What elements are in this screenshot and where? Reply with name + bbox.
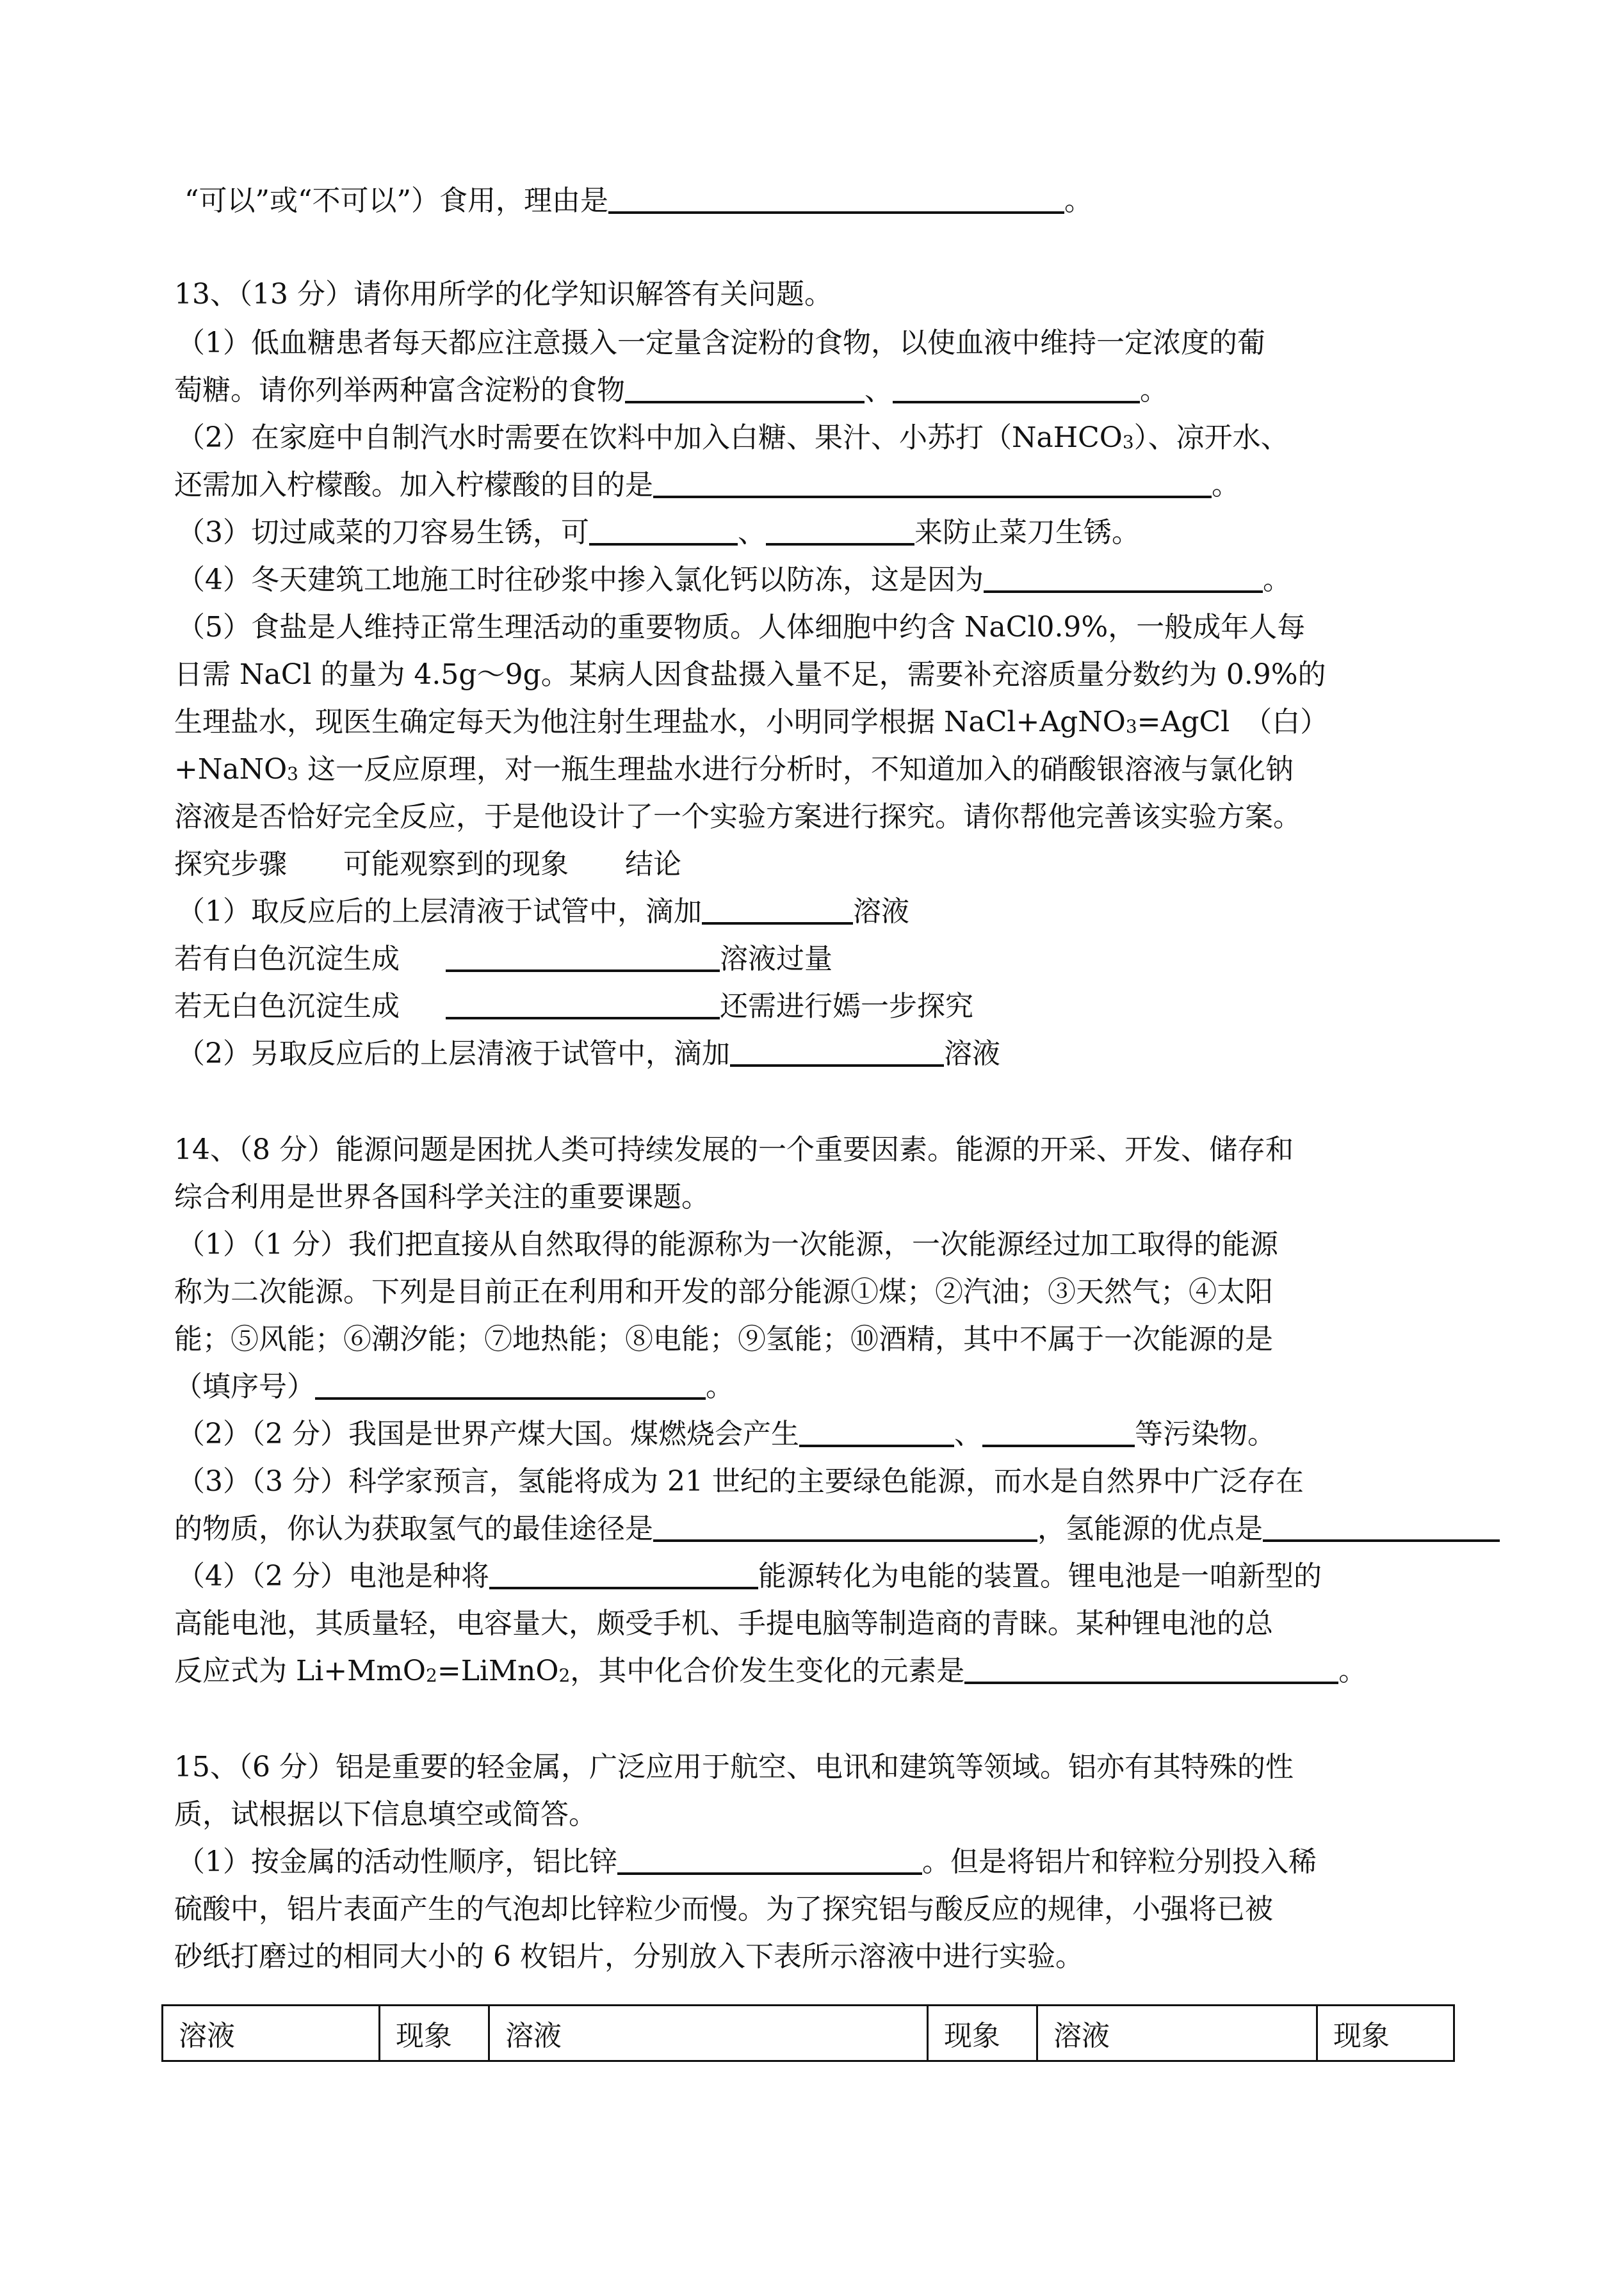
table-header-cell: 现象 bbox=[380, 2006, 489, 2061]
q13-p1-line2: 萄糖。请你列举两种富含淀粉的食物 、 。 bbox=[174, 374, 1168, 407]
q15-p1-line3: 砂纸打磨过的相同大小的 6 枚铝片，分别放入下表所示溶液中进行实验。 bbox=[174, 1940, 1084, 1973]
answer-blank[interactable] bbox=[608, 183, 1064, 214]
q13-p3: （3）切过咸菜的刀容易生锈，可 、 来防止菜刀生锈。 bbox=[177, 516, 1140, 549]
table-header-cell: 现象 bbox=[928, 2006, 1037, 2061]
answer-blank[interactable] bbox=[964, 1653, 1338, 1684]
q14-line1: 14、（8 分）能源问题是困扰人类可持续发展的一个重要因素。能源的开采、开发、储存和 bbox=[174, 1133, 1294, 1166]
q15-line2: 质，试根据以下信息填空或简答。 bbox=[174, 1798, 597, 1831]
q13-p2-line1: （2）在家庭中自制汽水时需要在饮料中加入白糖、果汁、小苏打（NaHCO$_3$）、凉开水、 bbox=[177, 421, 1289, 454]
q13-step1: （1）取反应后的上层清液于试管中，滴加 溶液 bbox=[177, 895, 909, 928]
answer-blank[interactable] bbox=[702, 894, 853, 925]
q14-p3-line1: （3）（3 分）科学家预言，氢能将成为 21 世纪的主要绿色能源，而水是自然界中广泛存在 bbox=[177, 1465, 1304, 1498]
q13-result2: 若无白色沉淀生成 还需进行嫣一步探究 bbox=[174, 990, 973, 1023]
top-line: “可以”或“不可以”）食用，理由是 。 bbox=[184, 184, 1092, 217]
q13-step2: （2）另取反应后的上层清液于试管中，滴加 溶液 bbox=[177, 1037, 1000, 1070]
answer-blank[interactable] bbox=[766, 515, 914, 546]
q13-result1: 若有白色沉淀生成 溶液过量 bbox=[174, 943, 832, 975]
q14-p1-line2: 称为二次能源。下列是目前正在利用和开发的部分能源①煤；②汽油；③天然气；④太阳 bbox=[174, 1276, 1273, 1308]
answer-blank[interactable] bbox=[625, 373, 865, 403]
table-header-cell: 现象 bbox=[1317, 2006, 1454, 2061]
q13-p5-line4: +NaNO$_3$ 这一反应原理，对一瓶生理盐水进行分析时，不知道加入的硝酸银溶液与氯化钠 bbox=[174, 753, 1294, 786]
solution-table bbox=[161, 2004, 1455, 2062]
q14-line2: 综合利用是世界各国科学关注的重要课题。 bbox=[174, 1181, 710, 1213]
answer-blank[interactable] bbox=[446, 941, 720, 972]
answer-blank[interactable] bbox=[730, 1036, 944, 1067]
q14-p4-line2: 高能电池，其质量轻，电容量大，颇受手机、手提电脑等制造商的青睐。某种锂电池的总 bbox=[174, 1607, 1273, 1640]
answer-blank[interactable] bbox=[653, 467, 1212, 498]
answer-blank[interactable] bbox=[446, 989, 720, 1019]
q13-p5-line1: （5）食盐是人维持正常生理活动的重要物质。人体细胞中约含 NaCl0.9%，一般成年人每 bbox=[177, 611, 1306, 644]
answer-blank[interactable] bbox=[489, 1559, 758, 1589]
answer-blank[interactable] bbox=[1263, 1511, 1500, 1542]
answer-blank[interactable] bbox=[984, 562, 1263, 593]
answer-blank[interactable] bbox=[893, 373, 1140, 403]
answer-blank[interactable] bbox=[653, 1511, 1037, 1542]
q13-p5-line3: 生理盐水，现医生确定每天为他注射生理盐水，小明同学根据 NaCl+AgNO$_3$=AgCl （白） bbox=[174, 706, 1329, 738]
answer-blank[interactable] bbox=[799, 1416, 954, 1447]
answer-blank[interactable] bbox=[617, 1844, 922, 1875]
q13-p2-line2: 还需加入柠檬酸。加入柠檬酸的目的是 。 bbox=[174, 469, 1240, 501]
q13-p5-line5: 溶液是否恰好完全反应，于是他设计了一个实验方案进行探究。请你帮他完善该实验方案。 bbox=[174, 800, 1301, 833]
table-header-cell: 溶液 bbox=[1037, 2006, 1317, 2061]
q14-p1-line1: （1）（1 分）我们把直接从自然取得的能源称为一次能源，一次能源经过加工取得的能源 bbox=[177, 1228, 1278, 1261]
q14-p4-line3: 反应式为 Li+MmO$_2$=LiMnO$_2$，其中化合价发生变化的元素是 。 bbox=[174, 1655, 1367, 1687]
q13-p1-line1: （1）低血糖患者每天都应注意摄入一定量含淀粉的食物，以使血液中维持一定浓度的葡 bbox=[177, 327, 1265, 359]
q15-p1-line1: （1）按金属的活动性顺序，铝比锌 。但是将铝片和锌粒分别投入稀 bbox=[177, 1845, 1317, 1878]
q13-title: 13、（13 分）请你用所学的化学知识解答有关问题。 bbox=[174, 278, 832, 311]
q13-p4: （4）冬天建筑工地施工时往砂浆中掺入氯化钙以防冻，这是因为 。 bbox=[177, 564, 1291, 596]
table-header-cell: 溶液 bbox=[163, 2006, 380, 2061]
q14-p1-line3: 能；⑤风能；⑥潮汐能；⑦地热能；⑧电能；⑨氢能；⑩酒精，其中不属于一次能源的是 bbox=[174, 1323, 1273, 1356]
q14-p3-line2: 的物质，你认为获取氢气的最佳途径是 ，氢能源的优点是 bbox=[174, 1511, 1500, 1547]
answer-blank[interactable] bbox=[315, 1369, 706, 1400]
q13-table-header: 探究步骤 可能观察到的现象 结论 bbox=[174, 848, 681, 880]
q14-p4-line1: （4）（2 分）电池是种将 能源转化为电能的装置。锂电池是一咱新型的 bbox=[177, 1560, 1322, 1593]
q14-p1-line4: （填序号） 。 bbox=[174, 1370, 734, 1403]
q15-p1-line2: 硫酸中，铝片表面产生的气泡却比锌粒少而慢。为了探究铝与酸反应的规律，小强将已被 bbox=[174, 1893, 1273, 1926]
q15-line1: 15、（6 分）铝是重要的轻金属，广泛应用于航空、电讯和建筑等领域。铝亦有其特殊的性 bbox=[174, 1751, 1294, 1783]
q14-p2: （2）（2 分）我国是世界产煤大国。煤燃烧会产生 、 等污染物。 bbox=[177, 1418, 1276, 1450]
answer-blank[interactable] bbox=[589, 515, 738, 546]
answer-blank[interactable] bbox=[982, 1416, 1135, 1447]
q13-p5-line2: 日需 NaCl 的量为 4.5g～9g。某病人因食盐摄入量不足，需要补充溶质量分数约为 0.9%的 bbox=[174, 658, 1326, 691]
table-row bbox=[163, 2006, 1454, 2061]
table-header-cell: 溶液 bbox=[489, 2006, 928, 2061]
